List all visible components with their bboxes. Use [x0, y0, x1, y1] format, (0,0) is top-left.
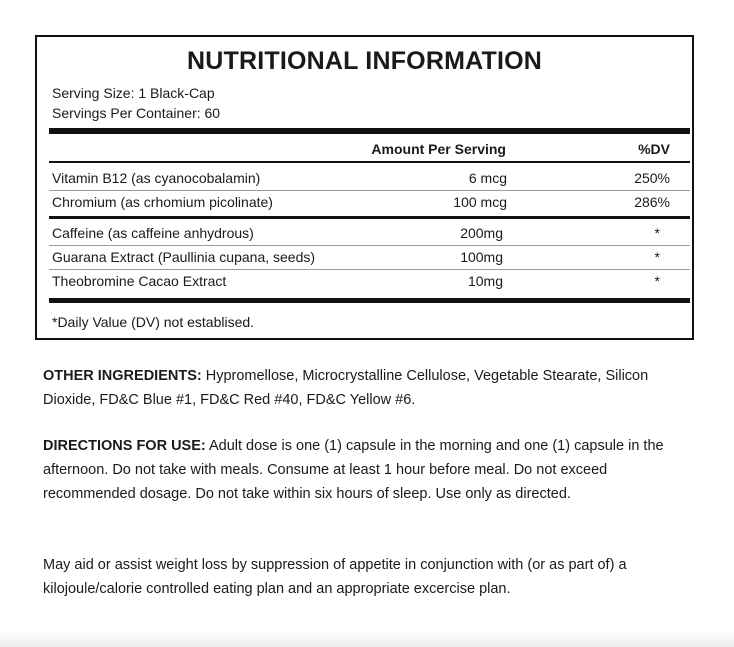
- dv-footnote: *Daily Value (DV) not establised.: [52, 314, 255, 330]
- row-dv: *: [654, 249, 660, 265]
- row-dv: *: [654, 225, 660, 241]
- servings-per-container: Servings Per Container: 60: [52, 105, 221, 121]
- row-divider: [49, 190, 690, 191]
- other-ingredients-text: Hypromellose, Microcrystalline Cellulose, Vegetable Stearate, Silicon Dioxide, FD&C Blue #1, FD&C Red #40, FD&C Yellow #6.: [43, 368, 649, 408]
- directions-text: Adult dose is one (1) capsule in the morning and one (1) capsule in the afternoon. Do not take with meals. Consume at least 1 hour before meal. Do not exceed recommended dosage. Do not take within six hours of sleep. Use only as directed.: [43, 438, 664, 502]
- row-amount: 200mg: [460, 225, 503, 241]
- row-amount: 6 mcg: [468, 170, 507, 186]
- row-dv: 250%: [634, 170, 670, 186]
- directions-section: [43, 434, 703, 506]
- serving-size: Serving Size: 1 Black-Cap: [52, 85, 215, 101]
- row-name: Chromium (as crhomium picolinate): [52, 194, 273, 210]
- row-amount: 10mg: [467, 273, 503, 289]
- thick-rule-bottom: [49, 298, 690, 303]
- row-name: Theobromine Cacao Extract: [52, 273, 227, 289]
- section-rule: [49, 216, 690, 219]
- row-name: Vitamin B12 (as cyanocobalamin): [52, 170, 261, 186]
- nutrition-facts-panel: [35, 35, 694, 340]
- header-rule: [49, 161, 690, 163]
- bottom-shadow: [0, 631, 734, 647]
- header-dv: %DV: [638, 141, 670, 157]
- panel-title: NUTRITIONAL INFORMATION: [186, 47, 543, 75]
- weight-loss-note: May aid or assist weight loss by suppression of appetite in conjunction with (or as part of) a kilojoule/calorie controlled eating plan and an appropriate excercise plan.: [43, 557, 627, 597]
- row-name: Caffeine (as caffeine anhydrous): [52, 225, 254, 241]
- directions-label: DIRECTIONS FOR USE:: [43, 438, 206, 454]
- other-ingredients-label: OTHER INGREDIENTS:: [43, 368, 202, 384]
- row-name: Guarana Extract (Paullinia cupana, seeds): [52, 249, 316, 265]
- row-amount: 100mg: [460, 249, 503, 265]
- header-amount-per-serving: Amount Per Serving: [371, 141, 506, 157]
- row-dv: 286%: [634, 194, 670, 210]
- row-divider: [49, 269, 690, 270]
- row-amount: 100 mcg: [453, 194, 507, 210]
- other-ingredients-section: [43, 364, 703, 412]
- row-dv: *: [654, 273, 660, 289]
- thick-rule-top: [49, 128, 690, 134]
- row-divider: [49, 245, 690, 246]
